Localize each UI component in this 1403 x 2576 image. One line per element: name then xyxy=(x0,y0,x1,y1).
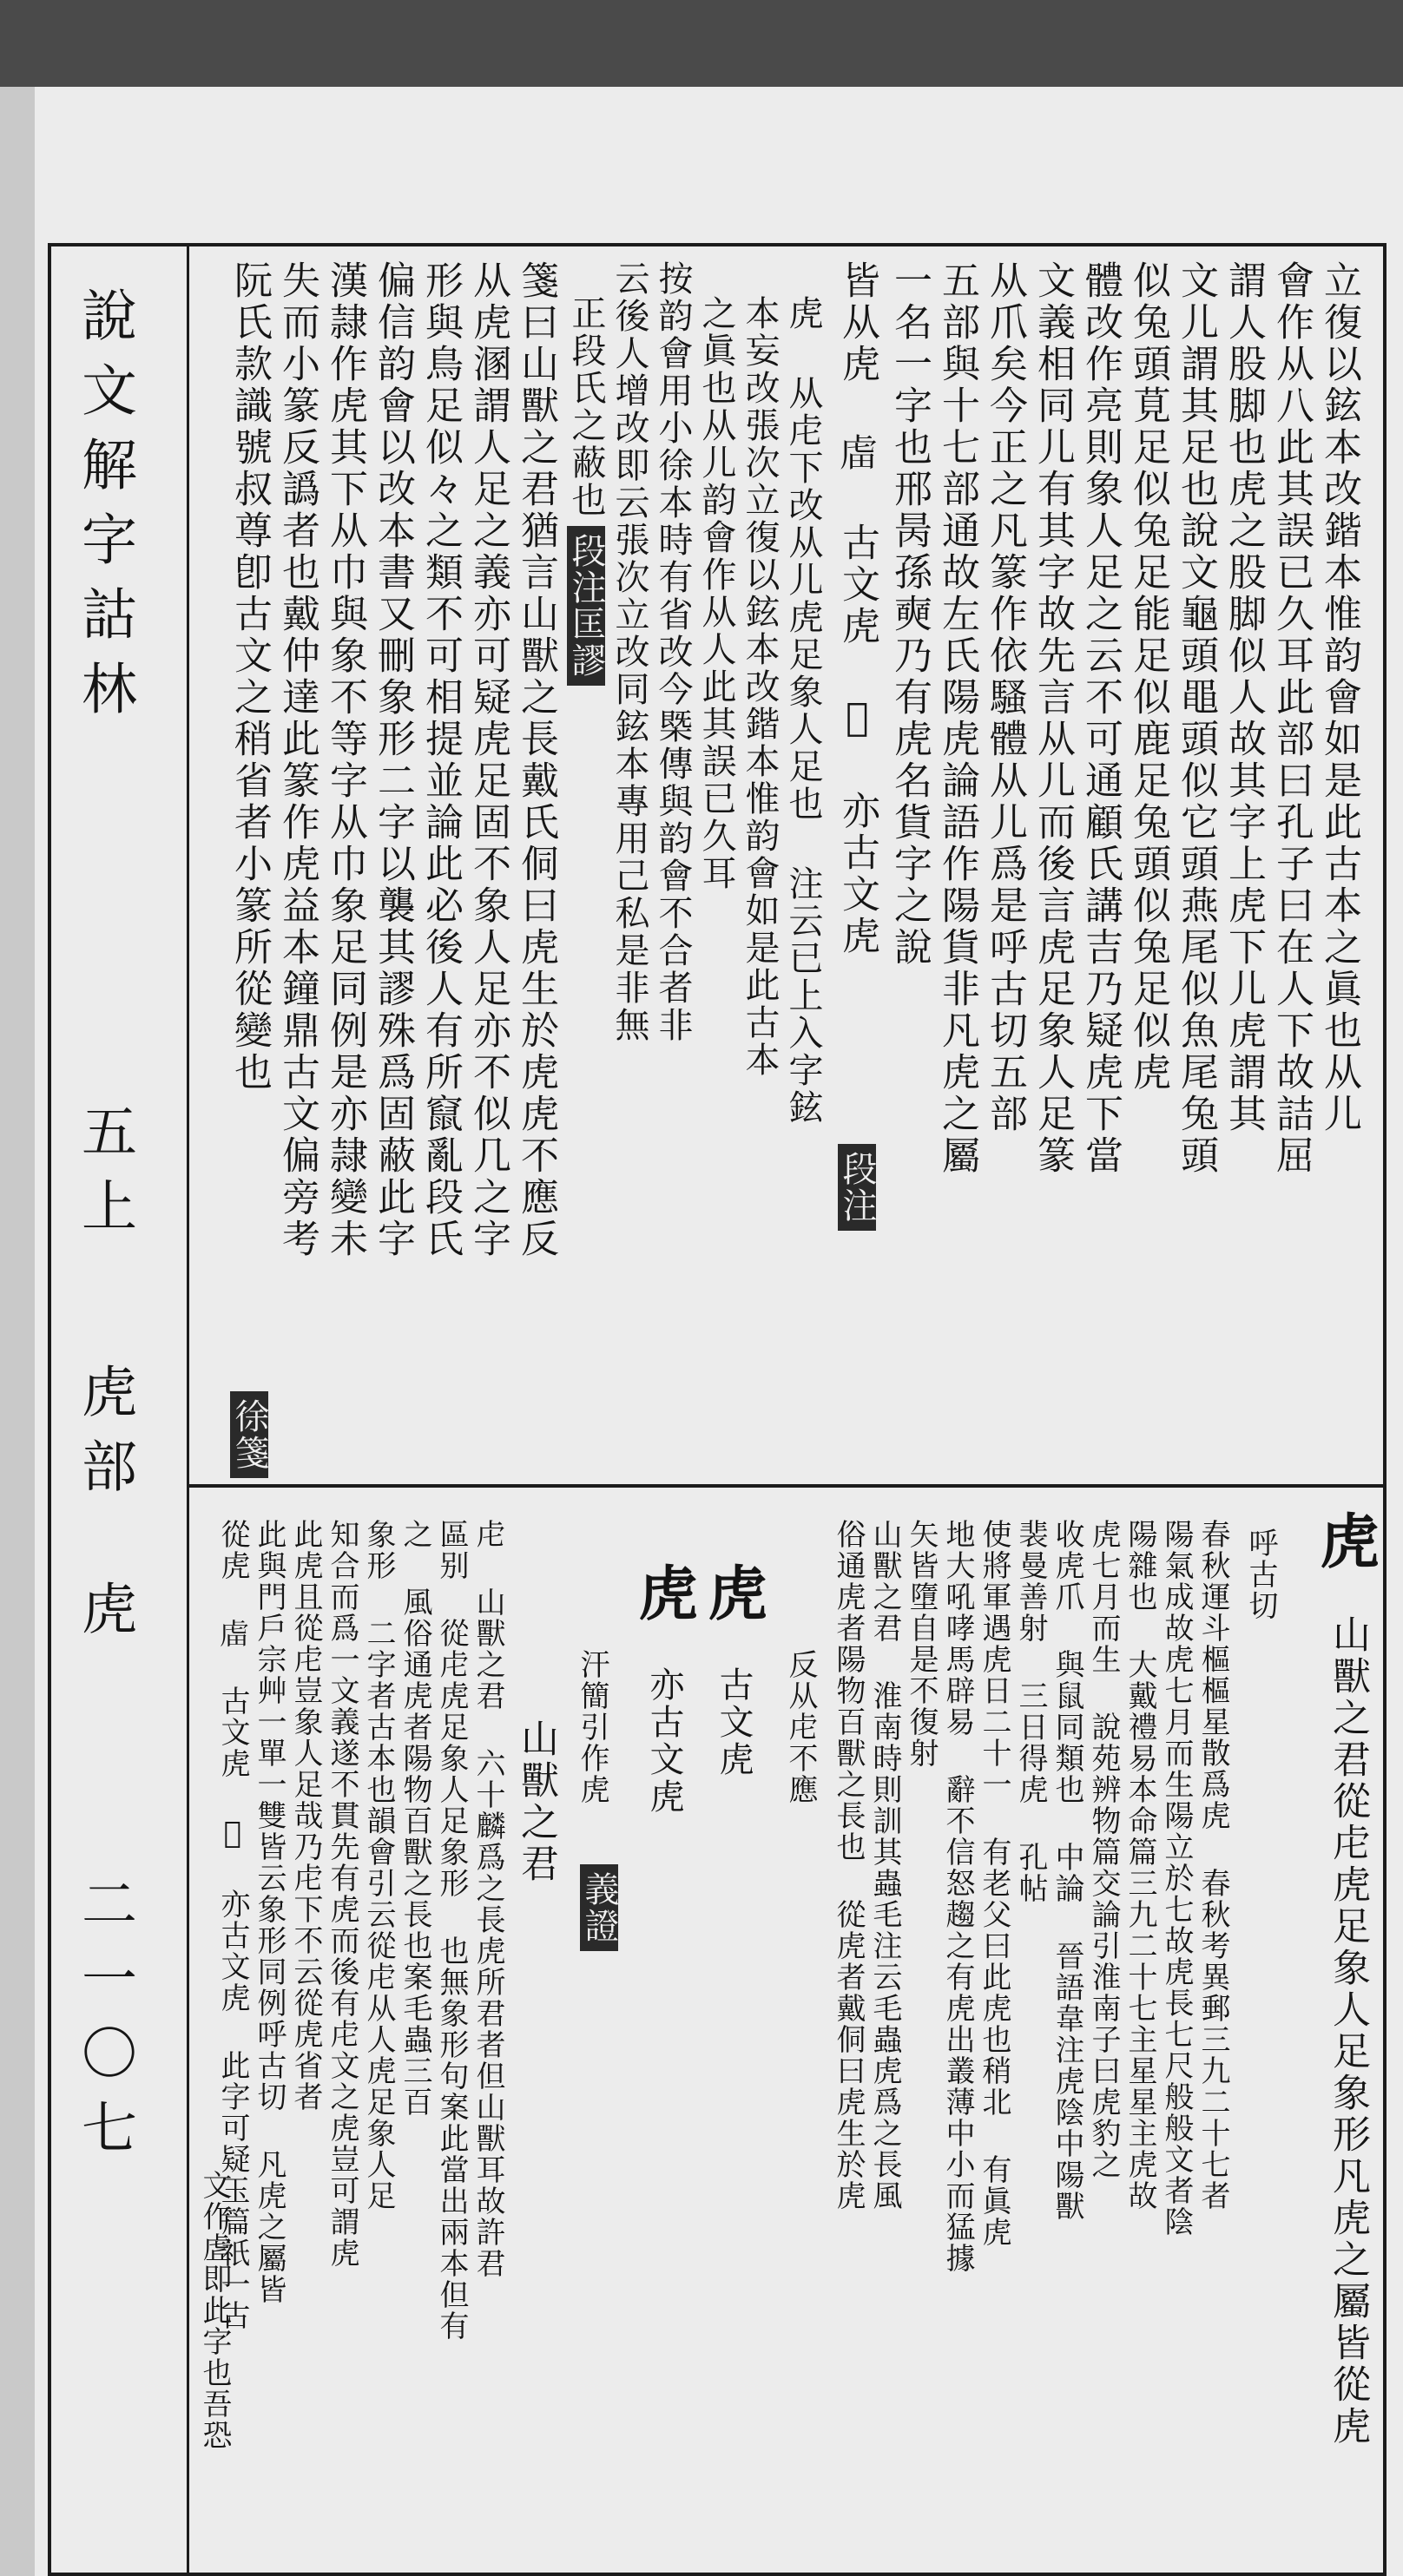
lower-right-line-8: 地大吼哮馬辟易 辭不信怒趨之有虎出叢薄中小而猛據 xyxy=(940,1519,975,2274)
duanzhu-line-11: 皆从虎 𧆨 古文虎 𠨄 亦古文虎 xyxy=(835,260,879,957)
duanzhu-line-10: 一名一字也邢昺孫奭乃有虎名貨字之說 xyxy=(887,260,932,969)
lower-right-line-9: 矢皆墮自是不復射 xyxy=(904,1519,939,1769)
section-divider xyxy=(187,1484,1387,1488)
duanzhu-line-6: 體改作亮則象人足之云不可通顧氏講吉乃疑虎下當 xyxy=(1078,260,1123,1177)
kuangmiu-tag: 段注匡謬 xyxy=(567,526,605,686)
lower-right-line-6: 裴曼善射 三日得虎 孔帖 xyxy=(1013,1519,1048,1904)
lower-right-note: 反从虍不應 xyxy=(783,1649,818,1805)
middle-line-3: 之眞也从儿韵會作从人此其誤已久耳 xyxy=(696,295,736,892)
jian-line-1: 箋曰山獸之君猶言山獸之長戴氏侗曰虎生於虎虎不應反 xyxy=(514,260,558,1260)
seal-glyph-b: 虎 xyxy=(629,1562,698,1621)
lower-right-line-1: 春秋運斗樞樞星散爲虎 春秋考異郵三九二十七者 xyxy=(1196,1519,1230,2211)
reading-note: 呼古切 xyxy=(1243,1528,1278,1621)
book-title: 說文解字詁林 xyxy=(72,286,136,734)
kuangmiu-line xyxy=(567,295,605,781)
lower-left-line-6: 此虎且從虍豈象人足哉乃虍下不云從虎省者 xyxy=(288,1519,323,2113)
scanner-top-margin xyxy=(0,0,1403,87)
radical-label: 虎部 xyxy=(72,1363,136,1512)
lower-left-line-4: 象形 二字者古本也韻會引云從虍从人虎足象人足 xyxy=(361,1519,396,2211)
page-number: 二一〇七 xyxy=(72,1875,136,2173)
duanzhu-line-9: 五部與十七部通故左氏陽虎論語作陽貨非凡虎之屬 xyxy=(935,260,979,1177)
lower-left-line-7: 此與門戶宗艸一單一雙皆云象形同例呼古切 凡虎之屬皆 xyxy=(252,1519,287,2305)
lower-left-line-9: 文作虗即此字也吾恐 xyxy=(197,2170,232,2451)
lower-right-line-4: 虎七月而生 說苑辨物篇交論引淮南子曰虎豹之 xyxy=(1086,1519,1121,2180)
lower-right-line-7: 使將軍遇虎日二十一 有老父曰此虎也稍北 有眞虎 xyxy=(977,1519,1011,2248)
lower-right-line-11: 俗通虎者陽物百獸之長也 從虎者戴侗曰虎生於虎 xyxy=(831,1519,866,2211)
lower-left-line-1: 虍 山獸之君 六十麟爲之長虎所君者但山獸耳故許君 xyxy=(471,1519,505,2279)
middle-line-2: 本妄改張次立復以鉉本改鍇本惟韵會如是此古本 xyxy=(740,295,780,1079)
jian-line-4: 偏信韵會以改本書又刪象形二字以襲其謬殊爲固蔽此字 xyxy=(371,260,415,1260)
lower-left-line-2: 區别 從虍虎足象人足象形 也無象形句案此當出兩本但有 xyxy=(434,1519,469,2342)
seal-glyph-a-label: 古文虎 xyxy=(714,1666,754,1778)
jian-line-2: 从虎溷謂人足之義亦可疑虎足固不象人足亦不似几之字 xyxy=(466,260,510,1260)
head-entry: 山獸之君從虍虎足象人足象形凡虎之屬皆從虎 xyxy=(1326,1614,1370,2448)
title-strip-divider xyxy=(187,243,189,2576)
jian-line-7: 阮氏款識號叔尊卽古文之稍省者小篆所從變也 xyxy=(227,260,272,1094)
seal-glyph-a: 虎 xyxy=(698,1562,767,1621)
jian-line-6: 失而小篆反譌者也戴仲達此篆作虎益本鐘鼎古文偏旁考 xyxy=(275,260,319,1260)
duanzhu-line-1: 立復以鉉本改鍇本惟韵會如是此古本之眞也从儿 xyxy=(1317,260,1361,1135)
yizheng-tag-label: 義證 xyxy=(580,1864,618,1951)
xujian-tag-label: 徐箋 xyxy=(230,1391,268,1478)
duanzhu-tag-label: 段注 xyxy=(838,1144,876,1231)
head-seal-glyph: 虎 xyxy=(1310,1510,1380,1569)
duanzhu-line-5: 似兔頭莧足似兔足能足似鹿足兔頭似兔足似虎 xyxy=(1126,260,1170,1094)
jian-line-3: 形與鳥足似々之類不可相提並論此必後人有所竄亂段氏 xyxy=(418,260,463,1260)
middle-line-1: 虎 从虍下改从儿虎足象人足也 注云已上入字鉉 xyxy=(783,295,823,1127)
hanjian-caption: 汗簡引作虎 xyxy=(575,1649,609,1805)
duanzhu-line-8: 从爪矣今正之凡篆作依騷體从儿爲是呼古切五部 xyxy=(983,260,1027,1135)
jian-line-5: 漢隷作虎其下从巾與象不等字从巾象足同例是亦隷變未 xyxy=(323,260,367,1260)
middle-line-4: 按韵會用小徐本時有省改今槩傳與韵會不合者非 xyxy=(653,260,693,1044)
middle-line-5: 云後人增改即云張次立改同鉉本專用己私是非無 xyxy=(609,260,649,1044)
yizheng-tag xyxy=(580,1857,618,1996)
lower-left-line-3: 之 風俗通虎者陽物百獸之長也案毛蟲三百 xyxy=(398,1519,432,2118)
duanzhu-line-3: 謂人股脚也虎之股脚似人故其字上虎下儿虎謂其 xyxy=(1222,260,1266,1135)
lower-right-line-10: 山獸之君 淮南時則訓其蟲毛注云毛蟲虎爲之長風 xyxy=(867,1519,902,2211)
lower-right-line-2: 陽氣成故虎七月而生陽立於七故虎長七尺般般文者陰 xyxy=(1159,1519,1194,2238)
duanzhu-line-4: 文儿謂其足也說文龜頭黽頭似它頭燕尾似魚尾兔頭 xyxy=(1174,260,1218,1177)
section-label: 五上 xyxy=(72,1102,136,1252)
radical-char: 虎 xyxy=(72,1580,136,1654)
seal-glyph-b-label: 亦古文虎 xyxy=(644,1666,684,1816)
lower-right-line-5: 收虎爪 與鼠同類也 中論 晉語韋注虎陰中陽獸 xyxy=(1050,1519,1084,2222)
duanzhu-tag xyxy=(838,1137,876,1311)
kuangmiu-lead: 正段氏之蔽也 xyxy=(566,295,606,519)
lower-left-line-8: 從虎 𧆨 古文虎 𠨄 亦古文虎 此字可疑玉篇祇一古 xyxy=(215,1519,250,2331)
duanzhu-line-2: 會作从八此其誤已久耳此部曰孔子曰在人下故詰屈 xyxy=(1269,260,1314,1177)
duanzhu-line-7: 文義相同儿有其字故先言从儿而後言虎足象人足篆 xyxy=(1031,260,1075,1177)
xujian-tag xyxy=(230,1384,268,1480)
lower-left-line-5: 知合而爲一文義遂不貫先有虎而後有虍文之虎豈可謂虎 xyxy=(325,1519,359,2269)
lower-right-line-3: 陽雜也 大戴禮易本命篇三九二十七主星星主虎故 xyxy=(1123,1519,1157,2211)
book-page-edge xyxy=(0,87,35,2576)
book-page xyxy=(35,87,1403,2576)
yizheng-head: 山獸之君 xyxy=(514,1718,558,1885)
